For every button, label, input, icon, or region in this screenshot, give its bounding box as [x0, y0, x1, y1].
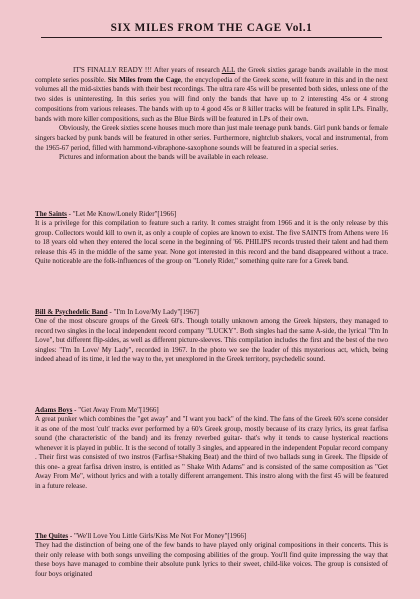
section-heading [35, 308, 388, 317]
section-text: It is a privilege for this compilation to feature such a rarity. It comes straight from 1966 and it is the only release by this group. Collectors would kill to own it, as only a couple of copies are known to exist. The five SAINTS from Athens were 16 to 18 years old when they entered the local scene in the beginning of '66. PHILIPS records trusted their talent and had them release this 45 in the middle of the same year. None got interested in this record and the band disappeared without a trace. Quite noticeable are the folk-influences of the group on "Lonely Rider," something quite rare for a Greek band. [35, 219, 388, 266]
track-list: - "I'm In Love/My Lady"[1967] [107, 308, 200, 316]
section-text: A great punker which combines the "get away" and "I want you back" of the kind. The fans of the Greek 60's scene consider it as one of the most 'cult' tracks ever performed by a 60's Greek group, mostly because of its crazy lyrics, its great farfisa sound (the characteristic of the band) and its frenzy reverbed guitar- that's why it tends to cause hysterical reactions whenever it is played in public. It is the second of totally 3 singles, and appeared in the independent Popular record company . Their first was consisted of two instros (Farfisa+Shaking Beat) and the third of two ballads sung in Greek. The flipside of this one- a great farfisa driven instro, is entitled as " Shake With Adams" and is consisted of the same composition as "Get Away From Me", without lyrics and with a totally different arrangement. This instro along with the first 45 will be featured in a future release. [35, 415, 388, 490]
intro-all-underlined: ALL [221, 66, 236, 74]
title-underline [41, 37, 382, 38]
section-text: One of the most obscure groups of the Greek 60's. Though totally unknown among the Greek hipsters, they managed to record two singles in the local independent record company "LUCKY". Both singles had the same A-side, the lyrical "I'm In Love", but different flip-sides, as well as different picture-sleeves. This compilation includes the first and the best of the two singles: "I'm In Love/ My Lady", recorded in 1967. In the photo we see the leader of this mysterious act, which, being indeed ahead of its time, it led the way to the, yet unexplored in the Greek territory, psychedelic sound. [35, 317, 388, 364]
track-list: - "We'll Love You Little Girls/Kiss Me Not For Money"[1966] [68, 532, 247, 540]
intro-paragraph-3: Pictures and information about the bands will be available in each release. [59, 153, 268, 162]
intro-text-mid: the Greek sixties garage bands available in the most complete series possible. [35, 66, 388, 84]
intro-paragraph-2: Obviously, the Greek sixties scene houses much more than just male teenage punk bands. Girl punk bands or female singers backed by punk bands will be featured in other series. Furthermore, nightclub shakers, vocal and instrumental, from the 1965-67 period, filled with hammond-vibraphone-saxophone sounds will be featured in a special series. [35, 124, 388, 152]
band-name: Adams Boys [35, 406, 73, 414]
track-list: - "Get Away From Me"[1966] [72, 406, 159, 414]
intro-series-name: Six Miles from the Cage [107, 75, 181, 84]
section-adams-boys [35, 406, 388, 491]
band-name: The Quites [35, 532, 69, 540]
page-title: SIX MILES FROM THE CAGE Vol.1 [110, 22, 313, 34]
track-list: - "Let Me Know/Lonely Rider"[1966] [66, 210, 177, 218]
section-text: They had the distinction of being one of the few bands to have played only original compositions in their concerts. This is their only release with both songs unveiling the composing abilities of the group. You'll find quite impressing the way that these boys have managed to combine their absolute punk lyrics to their sweet, child-like voices. The group is consisted of four boys originated [35, 541, 388, 578]
band-name: The Saints [35, 210, 67, 218]
section-bill-psychedelic-band [35, 308, 388, 365]
section-the-quites [35, 532, 388, 579]
intro-text-start: IT'S FINALLY READY !!! After years of research [73, 66, 222, 74]
section-heading [35, 532, 388, 541]
section-heading [35, 210, 388, 219]
intro-paragraph-1 [35, 66, 388, 124]
intro [35, 66, 388, 163]
band-name: Bill & Psychedelic Band [35, 308, 108, 316]
section-heading [35, 406, 388, 415]
intro-text-end: , the encyclopedia of the Greek scene, will feature in this and in the next volumes all the mid-sixties bands with their best recordings. The ultra rare 45s will be presented both sides, unless one of the two sides is uninteresting. In this series you will find only the bands that have up to 2 interesting 45s or 4 strong compositions from various releases. The bands with up to 4 good 45s or 8 killer tracks will be featured in split LPs. Finally, bands with more killer compositions, such as the Blue Birds will be featured in LPs of their own. [35, 75, 388, 123]
section-the-saints [35, 210, 388, 267]
